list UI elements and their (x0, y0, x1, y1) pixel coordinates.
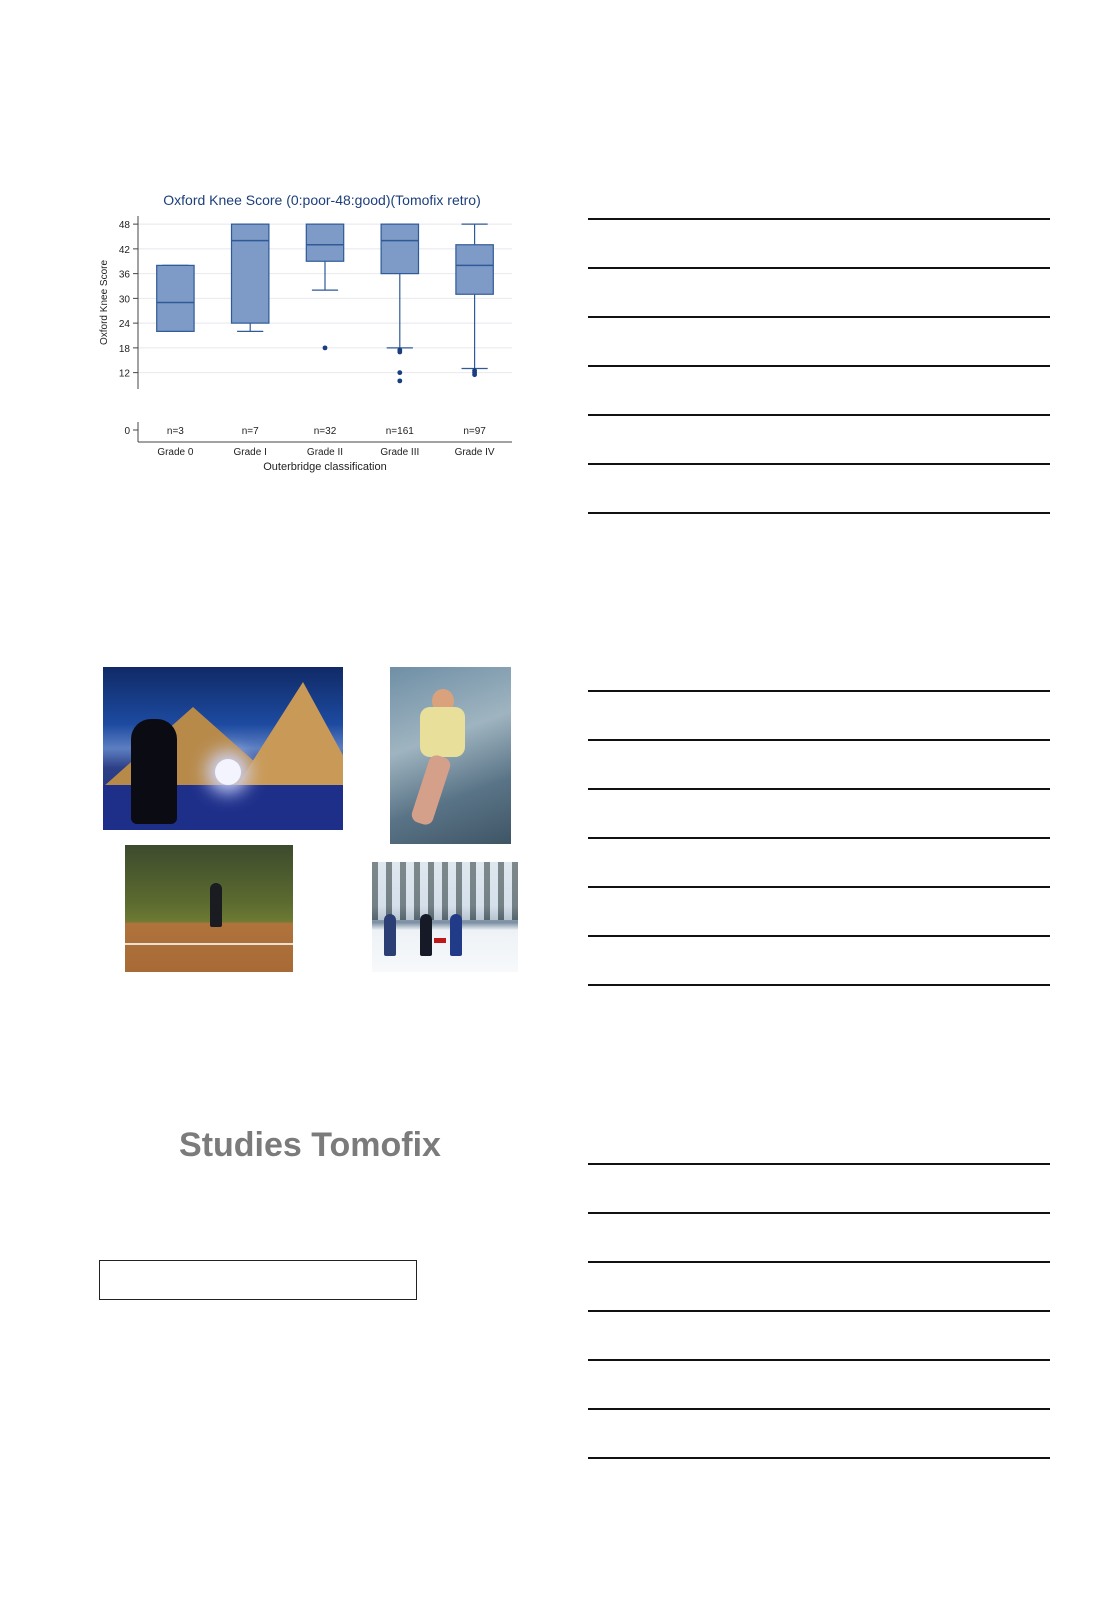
note-line (588, 267, 1050, 270)
x-axis-label: Outerbridge classification (263, 461, 387, 473)
note-line (588, 1163, 1050, 1166)
chart-title: Oxford Knee Score (0:poor-48:good)(Tomofix retro) (163, 192, 481, 208)
y-tick-label: 18 (118, 343, 130, 355)
notes-lines-1 (588, 218, 1050, 518)
outlier-point (472, 372, 477, 377)
baseline-tick-label: 0 (124, 426, 130, 437)
outlier-point (397, 348, 402, 353)
category-label: Grade IV (454, 447, 495, 458)
box-iqr (381, 224, 418, 274)
note-line (588, 1457, 1050, 1460)
count-label: n=32 (313, 426, 337, 437)
y-tick-label: 42 (118, 244, 130, 256)
notes-lines-2 (588, 690, 1050, 990)
box-iqr (232, 224, 269, 323)
note-line (588, 218, 1050, 221)
y-tick-label: 36 (118, 269, 130, 281)
slide-1-chart (90, 180, 530, 502)
note-line (588, 512, 1050, 515)
category-label: Grade 0 (157, 447, 194, 458)
note-line (588, 1310, 1050, 1313)
y-axis-label: Oxford Knee Score (99, 259, 110, 346)
man-stretching-leg-photo (390, 667, 511, 844)
count-label: n=3 (166, 426, 184, 437)
category-label: Grade III (380, 447, 420, 458)
ski-touring-photo (103, 667, 343, 830)
y-tick-label: 12 (118, 368, 130, 380)
y-tick-label: 48 (118, 220, 130, 232)
indoor-tennis-photo (125, 845, 293, 972)
count-label: n=161 (385, 426, 414, 437)
box-iqr (456, 245, 493, 295)
slide-title: Studies Tomofix (179, 1126, 441, 1164)
note-line (588, 1408, 1050, 1411)
outlier-point (397, 378, 402, 383)
note-line (588, 837, 1050, 840)
note-line (588, 463, 1050, 466)
note-line (588, 886, 1050, 889)
box-iqr (306, 224, 343, 261)
note-line (588, 935, 1050, 938)
cross-country-skiing-photo (372, 862, 518, 972)
note-line (588, 1212, 1050, 1215)
box-plot-chart (90, 180, 530, 502)
note-line (588, 365, 1050, 368)
count-label: n=97 (463, 426, 486, 437)
note-line (588, 414, 1050, 417)
note-line (588, 984, 1050, 987)
note-line (588, 788, 1050, 791)
note-line (588, 739, 1050, 742)
note-line (588, 1359, 1050, 1362)
note-line (588, 690, 1050, 693)
y-tick-label: 24 (118, 319, 130, 331)
category-label: Grade I (233, 447, 267, 458)
category-label: Grade II (306, 447, 344, 458)
y-tick-label: 30 (118, 294, 130, 306)
count-label: n=7 (241, 426, 259, 437)
note-line (588, 316, 1050, 319)
outlier-point (323, 345, 328, 350)
empty-text-box (99, 1260, 417, 1300)
notes-lines-3 (588, 1163, 1050, 1463)
note-line (588, 1261, 1050, 1264)
box-iqr (157, 265, 194, 331)
outlier-point (397, 370, 402, 375)
